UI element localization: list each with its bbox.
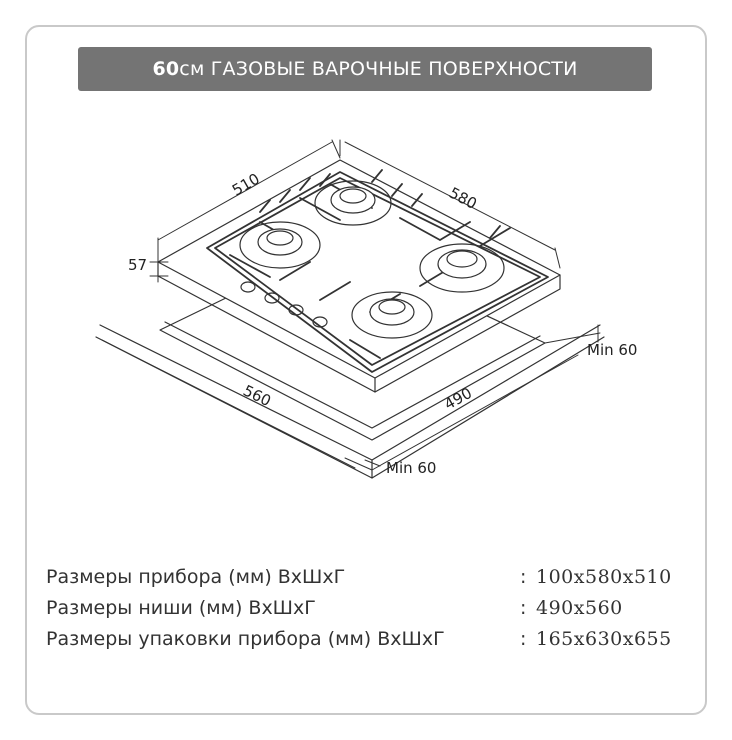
- spec-label: Размеры упаковки прибора (мм) ВхШхГ: [46, 628, 445, 650]
- dim-57-label: 57: [128, 256, 148, 274]
- dim-490-label: 490: [441, 383, 475, 414]
- min-60-right-label: Min 60: [587, 341, 638, 359]
- spec-row-niche: [46, 597, 696, 627]
- spec-separator: :: [520, 597, 527, 619]
- spec-row-packaging: [46, 628, 696, 658]
- spec-separator: :: [520, 566, 527, 588]
- dim-580-label: 580: [446, 183, 480, 213]
- spec-label: Размеры прибора (мм) ВхШхГ: [46, 566, 346, 588]
- spec-row-appliance: [46, 566, 696, 596]
- title-text: см ГАЗОВЫЕ ВАРОЧНЫЕ ПОВЕРХНОСТИ: [179, 58, 578, 80]
- dim-510-label: 510: [229, 169, 263, 200]
- spec-value: 100x580x510: [536, 566, 672, 588]
- spec-separator: :: [520, 628, 527, 650]
- spec-label: Размеры ниши (мм) ВхШхГ: [46, 597, 316, 619]
- dim-560-label: 560: [240, 381, 274, 411]
- title-size: 60: [152, 58, 180, 80]
- min-60-front-label: Min 60: [386, 459, 437, 477]
- spec-value: 165x630x655: [536, 628, 672, 650]
- spec-value: 490x560: [536, 597, 623, 619]
